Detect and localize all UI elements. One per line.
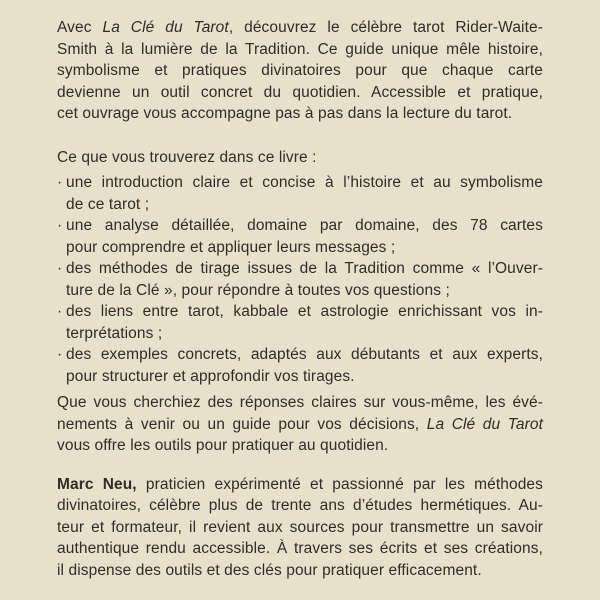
text-line xyxy=(57,82,543,104)
text-segment: une introduction claire et concise à l’histoire et au symbolisme xyxy=(66,174,543,191)
text-segment: teur et formateur, il revient aux sources pour transmettre un savoir xyxy=(57,518,543,536)
text-segment: des méthodes de tirage issues de la Tradition comme « l’Ouver- xyxy=(66,260,543,277)
text-segment: des exemples concrets, adaptés aux débutants et aux experts, xyxy=(66,346,543,363)
text-line xyxy=(57,103,543,125)
text-segment: symbolisme et pratiques divinatoires pour que chaque carte xyxy=(57,62,543,79)
text-line xyxy=(66,280,543,302)
text-segment: divinatoires, célèbre plus de trente ans d’études hermétiques. Au- xyxy=(57,497,543,514)
text-segment: ture de la Clé », pour répondre à toutes vos questions ; xyxy=(66,281,450,299)
text-segment: nements à venir ou un guide pour vos décisions, xyxy=(57,415,427,433)
text-line xyxy=(57,538,543,560)
text-line xyxy=(66,301,543,323)
text-segment: , découvrez le célèbre tarot Rider-Waite- xyxy=(228,19,543,36)
list-item xyxy=(57,258,543,301)
text-segment: terprétations ; xyxy=(66,324,163,342)
text-line xyxy=(66,172,543,194)
text-line xyxy=(57,392,543,414)
book-title-text: La Clé du Tarot xyxy=(426,415,543,433)
text-segment: Avec xyxy=(57,19,103,36)
text-segment: il dispense des outils et des clés pour pratiquer efficacement. xyxy=(57,561,482,579)
text-segment: pour structurer et approfondir vos tirages. xyxy=(66,367,355,385)
list-intro xyxy=(57,147,543,169)
text-segment: praticien expérimenté et passionné par les méthodes xyxy=(136,475,543,493)
text-line xyxy=(66,258,543,280)
text-line xyxy=(57,560,543,582)
text-line xyxy=(66,194,543,216)
text-segment: de ce tarot ; xyxy=(66,195,150,213)
text-line xyxy=(57,495,543,517)
text-segment: vous offre les outils pour pratiquer au quotidien. xyxy=(57,437,389,454)
book-title-text: La Clé du Tarot xyxy=(102,19,229,36)
text-segment: des liens entre tarot, kabbale et astrologie enrichissant vos in- xyxy=(66,303,543,320)
list-item xyxy=(57,215,543,258)
text-segment: Smith à la lumière de la Tradition. Ce guide unique mêle histoire, xyxy=(57,40,543,58)
text-line xyxy=(57,474,543,496)
text-line xyxy=(66,344,543,366)
list-item xyxy=(57,301,543,344)
text-line xyxy=(57,39,543,61)
text-segment: pour comprendre et appliquer leurs messages ; xyxy=(66,238,396,256)
text-line xyxy=(66,323,543,345)
closing-paragraph xyxy=(57,392,543,457)
text-segment: devienne un outil concret du quotidien. Accessible et pratique, xyxy=(57,83,543,101)
list-item xyxy=(57,172,543,215)
list-item xyxy=(57,344,543,387)
text-line xyxy=(57,60,543,82)
text-line xyxy=(57,17,543,39)
text-segment: Ce que vous trouverez dans ce livre : xyxy=(57,148,317,166)
bullet-dot-icon: · xyxy=(57,174,63,191)
author-name-text: Marc Neu, xyxy=(57,475,137,493)
text-line xyxy=(57,435,543,457)
intro-paragraph xyxy=(57,17,543,125)
text-line xyxy=(57,517,543,539)
bullet-dot-icon: · xyxy=(57,260,63,277)
contents-list xyxy=(57,172,543,387)
text-line xyxy=(57,414,543,436)
text-segment: une analyse détaillée, domaine par domaine, des 78 cartes xyxy=(66,217,543,234)
text-line xyxy=(57,147,543,169)
text-line xyxy=(66,215,543,237)
bullet-dot-icon: · xyxy=(57,303,63,320)
text-line xyxy=(66,237,543,259)
text-segment: cet ouvrage vous accompagne pas à pas dans la lecture du tarot. xyxy=(57,105,513,122)
bullet-dot-icon: · xyxy=(57,346,63,363)
bullet-dot-icon: · xyxy=(57,217,63,234)
text-segment: Que vous cherchiez des réponses claires sur vous-même, les évé- xyxy=(57,394,543,411)
text-line xyxy=(66,366,543,388)
author-bio xyxy=(57,474,543,582)
text-segment: authentique rendu accessible. À travers ses écrits et ses créations, xyxy=(57,540,543,557)
